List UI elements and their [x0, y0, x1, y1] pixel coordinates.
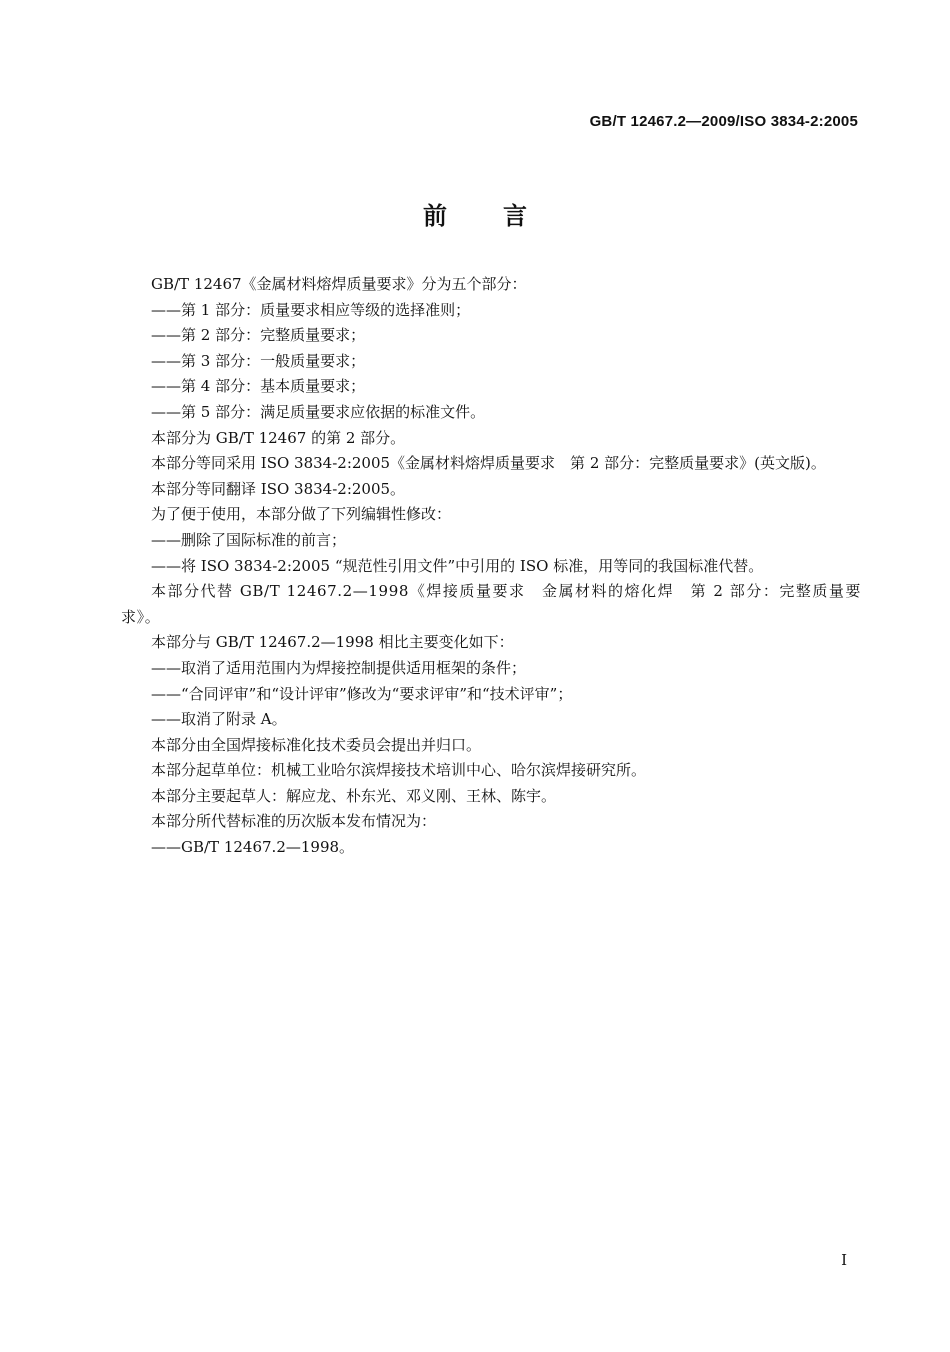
list-item: ——第 3 部分：一般质量要求；	[151, 351, 366, 370]
list-item: ——删除了国际标准的前言；	[151, 530, 347, 549]
paragraph: 本部分等同采用 ISO 3834-2:2005《金属材料熔焊质量要求 第 2 部分：完整质量要求》(英文版)。	[151, 454, 826, 473]
list-item: ——取消了附录 A。	[151, 710, 287, 729]
standard-code: GB/T 12467.2—2009/ISO 3834-2:2005	[589, 113, 858, 130]
list-item: ——第 4 部分：基本质量要求；	[151, 377, 366, 396]
paragraph: 本部分由全国焊接标准化技术委员会提出并归口。	[151, 735, 482, 754]
paragraph: GB/T 12467《金属材料熔焊质量要求》分为五个部分：	[151, 275, 527, 293]
document-body	[121, 272, 861, 861]
list-item: ——取消了适用范围内为焊接控制提供适用框架的条件；	[151, 658, 527, 677]
paragraph: 本部分起草单位：机械工业哈尔滨焊接技术培训中心、哈尔滨焊接研究所。	[151, 761, 647, 780]
page-title: 前言	[423, 202, 583, 230]
page-number: I	[841, 1251, 847, 1269]
list-item: ——第 2 部分：完整质量要求；	[151, 326, 366, 345]
list-item: ——“合同评审”和“设计评审”修改为“要求评审”和“技术评审”；	[151, 684, 573, 703]
list-item: ——第 5 部分：满足质量要求应依据的标准文件。	[151, 402, 486, 421]
paragraph: 本部分与 GB/T 12467.2—1998 相比主要变化如下：	[151, 633, 514, 652]
paragraph: 本部分为 GB/T 12467 的第 2 部分。	[151, 428, 406, 447]
paragraph: 本部分所代替标准的历次版本发布情况为：	[151, 812, 437, 831]
list-item: ——将 ISO 3834-2:2005 “规范性引用文件”中引用的 ISO 标准，用等同的我国标准代替。	[151, 556, 764, 575]
paragraph: 本部分等同翻译 ISO 3834-2:2005。	[151, 479, 406, 498]
list-item: ——第 1 部分：质量要求相应等级的选择准则；	[151, 300, 471, 319]
paragraph: 为了便于使用，本部分做了下列编辑性修改：	[151, 505, 452, 524]
list-item: ——GB/T 12467.2—1998。	[151, 838, 355, 857]
paragraph: 本部分主要起草人：解应龙、朴东光、邓义刚、王林、陈宇。	[151, 786, 557, 805]
paragraph: 本部分代替 GB/T 12467.2—1998《焊接质量要求 金属材料的熔化焊 第 2 部分：完整质量要求》。	[121, 582, 861, 626]
